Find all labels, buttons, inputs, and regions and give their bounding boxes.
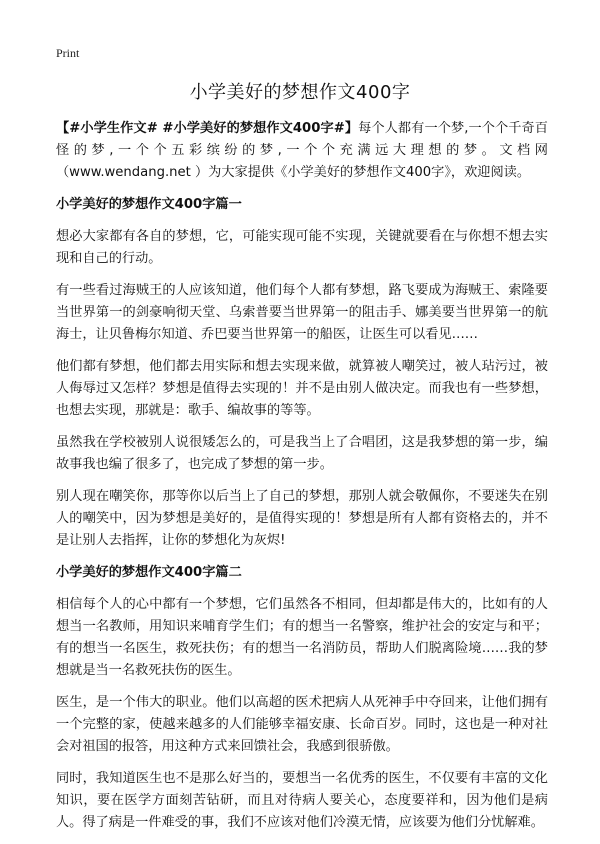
- paragraph: 想必大家都有各自的梦想，它，可能实现可能不实现，关键就要看在与你想不想去实现和自己的行动。: [56, 229, 548, 266]
- paragraph: 别人现在嘲笑你，那等你以后当上了自己的梦想，那别人就会敬佩你，不要迷失在别人的嘲笑中，因为梦想是美好的，是值得实现的！梦想是所有人都有资格去的，并不是让别人去指挥，让你的梦想化为灰烬!: [56, 489, 548, 548]
- paragraph: 同时，我知道医生也不是那么好当的，要想当一名优秀的医生，不仅要有丰富的文化知识，要在医学方面刻苦钻研，而且对待病人要关心，态度要祥和，因为他们是病人。得了病是一件难受的事，我们不应该对他们冷漠无情，应该要为他们分忧解难。: [56, 771, 548, 830]
- paragraph: 虽然我在学校被别人说很矮怎么的，可是我当上了合唱团，这是我梦想的第一步，编故事我也编了很多了，也完成了梦想的第一步。: [56, 435, 548, 472]
- article-body: [56, 118, 548, 844]
- intro-paragraph: [56, 118, 548, 184]
- paragraph: 相信每个人的心中都有一个梦想，它们虽然各不相同，但却都是伟大的，比如有的人想当一名教师，用知识来哺育学生们；有的想当一名警察，维护社会的安定与和平；有的想当一名医生，救死扶伤；有的想当一名消防员，帮助人们脱离险境……我的梦想就是当一名救死扶伤的医生。: [56, 597, 548, 678]
- intro-text: 每个人都有一个梦,一个个千奇百怪的梦,一个个五彩缤纷的梦,一个个充满远大理想的梦。文档网（www.wendang.net ）为大家提供《小学美好的梦想作文400字》，欢迎阅读。: [56, 121, 548, 180]
- section-heading: 小学美好的梦想作文400字篇二: [56, 565, 242, 580]
- paragraph: 有一些看过海贼王的人应该知道，他们每个人都有梦想，路飞要成为海贼王、索隆要当世界第一的剑豪响彻天堂、乌索普要当世界第一的阻击手、娜美要当世界第一的航海士，让贝鲁梅尔知道、乔巴要当世界第一的船医，让医生可以看见……: [56, 283, 548, 342]
- section-two: [56, 562, 548, 834]
- section-heading: 小学美好的梦想作文400字篇一: [56, 197, 242, 212]
- paragraph: 他们都有梦想，他们都去用实际和想去实现来做，就算被人嘲笑过，被人玷污过，被人侮辱过又怎样？梦想是值得去实现的！并不是由别人做决定。而我也有一些梦想，也想去实现，那就是：歌手、编故事的等等。: [56, 359, 548, 418]
- section-one: [56, 194, 548, 552]
- paragraph: 医生，是一个伟大的职业。他们以高超的医术把病人从死神手中夺回来，让他们拥有一个完整的家，使越来越多的人们能够幸福安康、长命百岁。同时，这也是一种对社会对祖国的报答，用这种方式来回馈社会，我感到很骄傲。: [56, 695, 548, 754]
- page-title: 小学美好的梦想作文400字: [189, 82, 411, 103]
- intro-tag: 【#小学生作文# #小学美好的梦想作文400字#】: [56, 121, 359, 136]
- print-label: Print: [56, 46, 80, 60]
